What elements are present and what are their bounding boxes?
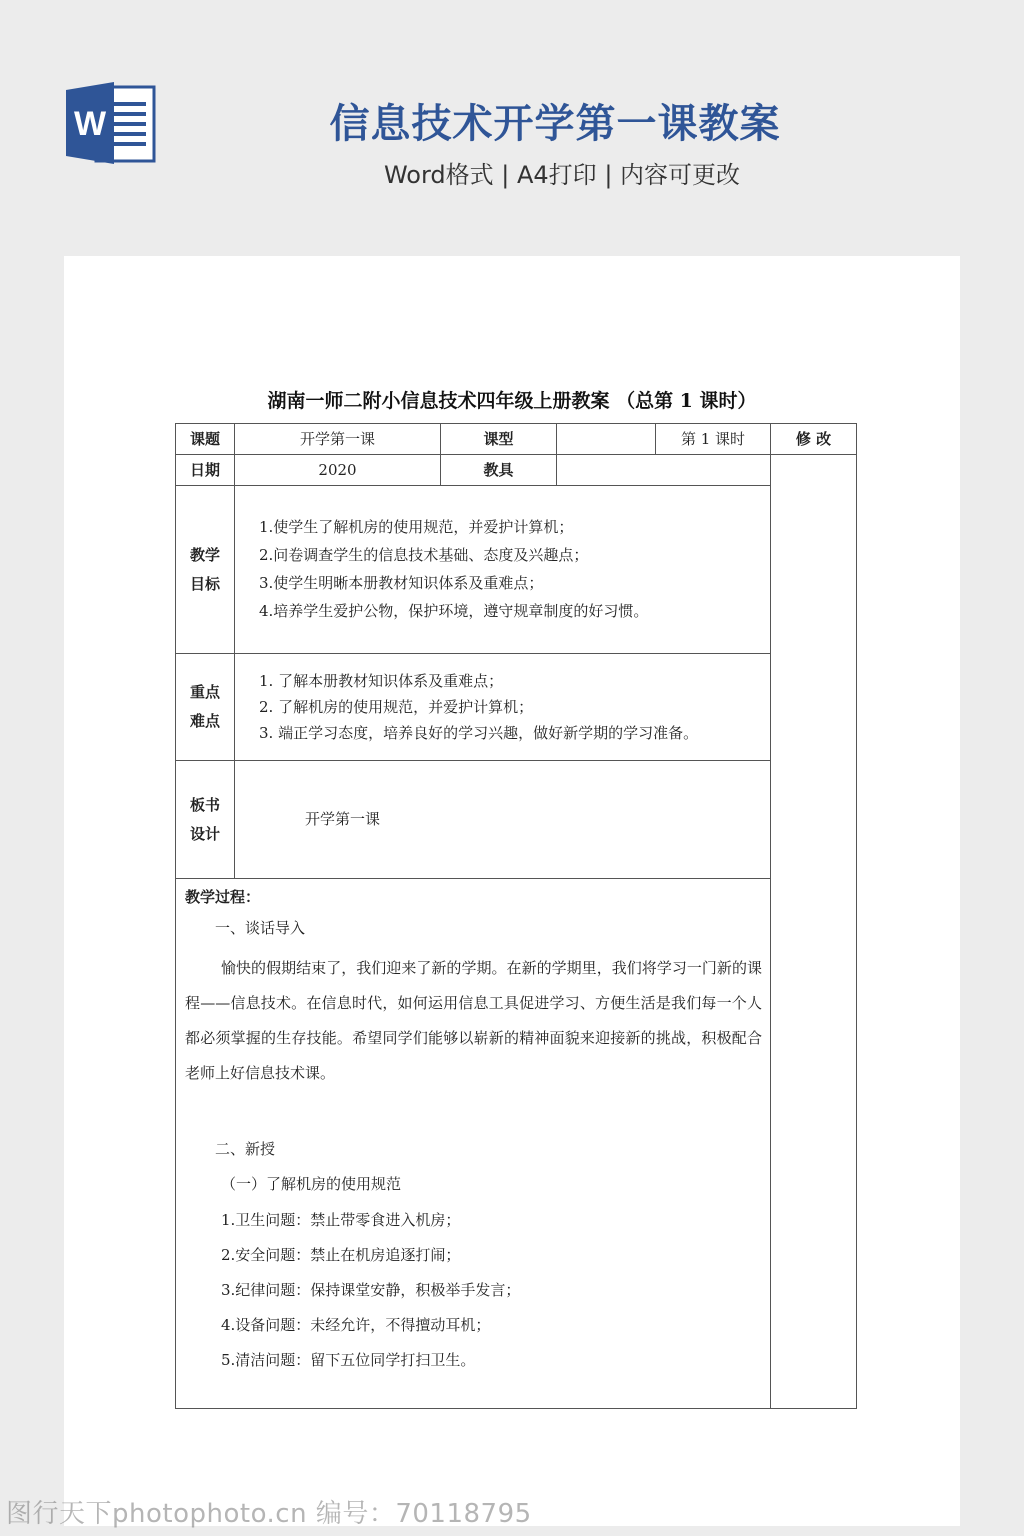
goals-label-line: 教学	[189, 545, 220, 564]
goals-list	[235, 486, 771, 654]
list-item: 4.培养学生爱护公物，保护环境，遵守规章制度的好习惯。	[259, 602, 649, 620]
teaching-process	[176, 879, 771, 1409]
list-item: 2. 了解机房的使用规范，并爱护计算机；	[259, 697, 534, 716]
board-design-label	[176, 761, 235, 879]
goals-label	[176, 486, 235, 654]
table-row	[176, 486, 857, 654]
type-value	[557, 424, 656, 455]
process-heading: 教学过程：	[185, 888, 261, 906]
tools-label: 教具	[441, 455, 557, 486]
subsection-title: （一）了解机房的使用规范	[221, 1175, 402, 1193]
lesson-plan-title: 湖南一师二附小信息技术四年级上册教案 （总第 1 课时）	[267, 390, 757, 412]
tools-value	[557, 455, 771, 486]
lesson-plan-table	[175, 423, 857, 1409]
section-title: 一、谈话导入	[215, 919, 306, 937]
goals-label-line: 目标	[189, 574, 220, 593]
key-label-line: 难点	[189, 712, 220, 730]
topic-value: 开学第一课	[235, 424, 441, 455]
page-subtitle: Word格式 | A4打印 | 内容可更改	[383, 161, 741, 189]
table-row	[176, 455, 857, 486]
revise-label: 修 改	[771, 424, 857, 455]
list-item: 3.纪律问题：保持课堂安静，积极举手发言；	[221, 1281, 521, 1299]
intro-paragraph: 愉快的假期结束了，我们迎来了新的学期。在新的学期里，我们将学习一门新的课程——信息技术。在信息时代，如何运用信息工具促进学习、方便生活是我们每一个人都必须掌握的生存技能。希望同学们能够以崭新的精神面貌来迎接新的挑战，积极配合老师上好信息技术课。	[185, 959, 762, 1082]
list-item: 2.安全问题：禁止在机房追逐打闹；	[221, 1246, 461, 1264]
list-item: 1.卫生问题：禁止带零食进入机房；	[221, 1211, 461, 1229]
key-points-label	[176, 654, 235, 761]
table-row	[176, 654, 857, 761]
key-points-list	[235, 654, 771, 761]
table-row	[176, 424, 857, 455]
list-item: 5.清洁问题：留下五位同学打扫卫生。	[221, 1351, 476, 1369]
list-item: 3. 端正学习态度，培养良好的学习兴趣，做好新学期的学习准备。	[259, 723, 699, 742]
list-item: 2.问卷调查学生的信息技术基础、态度及兴趣点；	[259, 546, 589, 564]
watermark: 图行天下photophoto.cn 编号：70118795	[6, 1499, 532, 1529]
word-logo-letter: W	[73, 105, 107, 143]
topic-label: 课题	[176, 424, 235, 455]
list-item: 1. 了解本册教材知识体系及重难点；	[259, 671, 504, 690]
hours-value: 第 1 课时	[656, 424, 771, 455]
date-label: 日期	[176, 455, 235, 486]
list-item: 1.使学生了解机房的使用规范，并爱护计算机；	[259, 518, 574, 536]
date-value: 2020	[235, 455, 441, 486]
board-design-value: 开学第一课	[235, 761, 771, 879]
page-title: 信息技术开学第一课教案	[329, 101, 781, 147]
table-row	[176, 761, 857, 879]
table-row	[176, 879, 857, 1409]
board-label-line: 设计	[189, 824, 220, 843]
section-title: 二、新授	[215, 1140, 276, 1158]
board-label-line: 板书	[189, 795, 220, 814]
revise-column	[771, 455, 857, 1409]
page-header	[0, 0, 1024, 256]
list-item: 3.使学生明晰本册教材知识体系及重难点；	[259, 574, 544, 592]
key-label-line: 重点	[189, 683, 220, 701]
list-item: 4.设备问题：未经允许，不得擅动耳机；	[221, 1316, 491, 1334]
type-label: 课型	[441, 424, 557, 455]
